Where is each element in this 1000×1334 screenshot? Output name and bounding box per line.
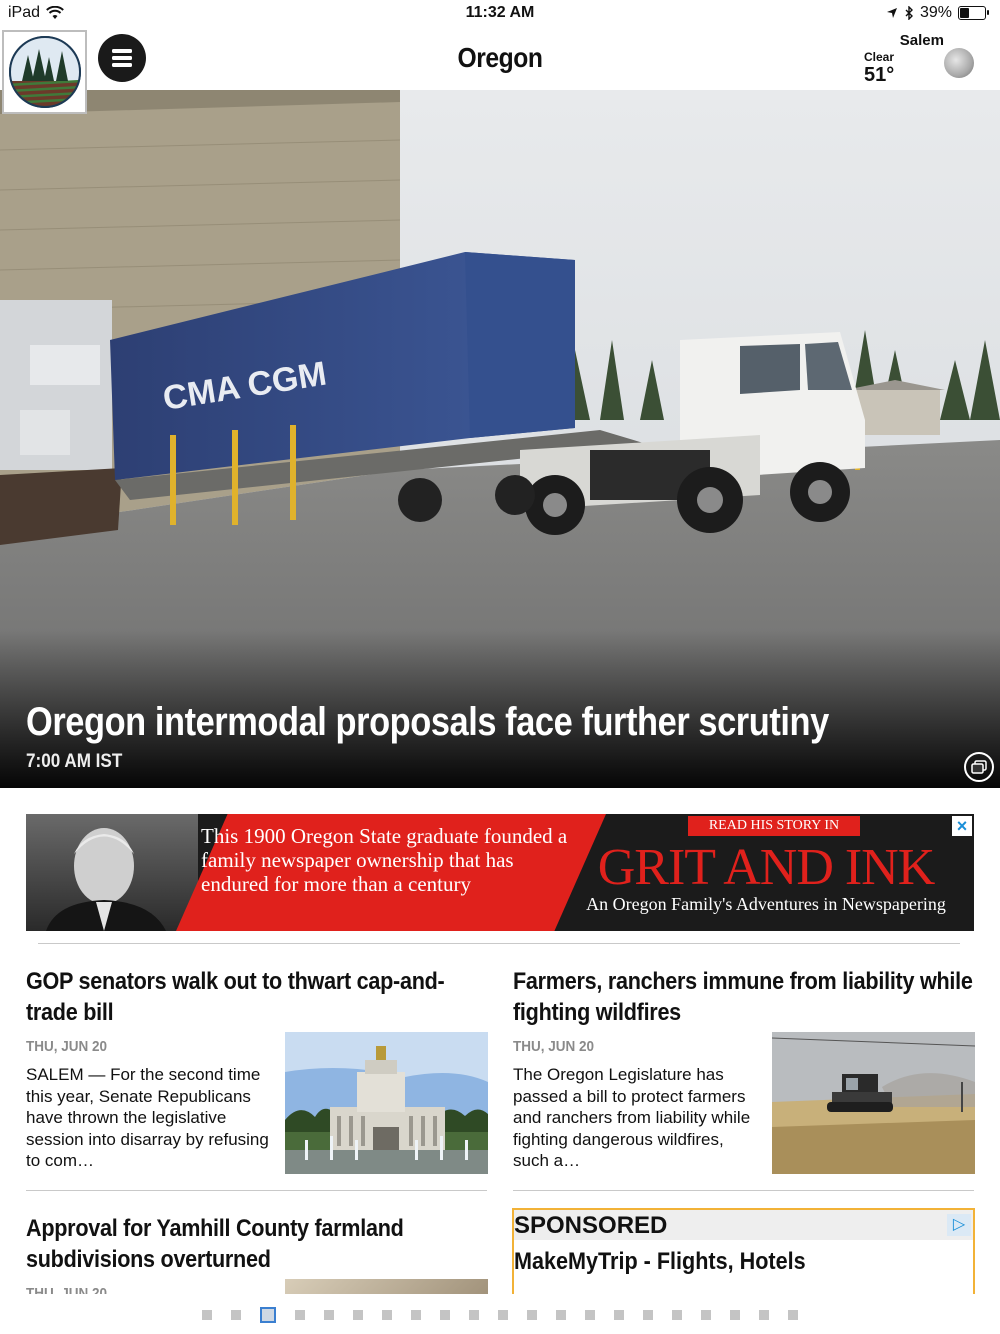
article-thumbnail[interactable] (285, 1032, 488, 1174)
weather-temperature: 51° (864, 64, 895, 86)
tractor-image (772, 1032, 975, 1174)
page-dot[interactable] (759, 1310, 769, 1320)
battery-icon (958, 6, 986, 20)
article-card[interactable] (513, 966, 975, 1176)
article-headline[interactable]: GOP senators walk out to thwart cap-and-trade bill (26, 968, 445, 1026)
sponsored-title[interactable]: MakeMyTrip - Flights, Hotels (514, 1248, 806, 1275)
page-title: Oregon (457, 42, 543, 73)
section-divider (38, 943, 960, 944)
page-dot[interactable] (614, 1310, 624, 1320)
ad-close-icon[interactable]: × (952, 816, 972, 836)
weather-condition: Clear (864, 50, 895, 64)
gallery-button[interactable] (964, 752, 994, 782)
location-icon (886, 7, 898, 19)
article-date: THU, JUN 20 (513, 1038, 595, 1055)
page-indicator[interactable] (0, 1306, 1000, 1324)
ad-blurb: This 1900 Oregon State graduate founded a family newspaper ownership that has endured for more than a century (201, 824, 568, 896)
container-logo-text: CMA CGM (160, 354, 330, 418)
article-divider (513, 1190, 974, 1191)
device-label: iPad (8, 4, 41, 21)
page-dot[interactable] (585, 1310, 595, 1320)
page-dot[interactable] (701, 1310, 711, 1320)
ad-portrait (26, 814, 198, 931)
page-dot[interactable] (353, 1310, 363, 1320)
adchoices-icon[interactable]: ▷ (947, 1214, 971, 1236)
clock: 11:32 AM (465, 4, 535, 21)
top-nav (0, 28, 1000, 90)
article-thumbnail[interactable] (772, 1032, 975, 1174)
ad-banner[interactable] (26, 814, 974, 931)
capitol-image (285, 1032, 488, 1174)
ad-brand: GRIT AND INK (597, 839, 935, 896)
hero-headline[interactable]: Oregon intermodal proposals face further scrutiny (26, 700, 829, 744)
battery-percent: 39% (919, 4, 952, 21)
sponsored-card[interactable] (512, 1208, 975, 1303)
article-summary: SALEM — For the second time this year, Senate Republicans have thrown the legislative session into disarray by refusing to com… (26, 1065, 269, 1170)
article-summary: The Oregon Legislature has passed a bill to protect farmers and ranchers from liability while fighting dangerous wildfires, such a… (513, 1065, 751, 1170)
page-dot[interactable] (411, 1310, 421, 1320)
page-dot[interactable] (231, 1310, 241, 1320)
page-dot[interactable] (527, 1310, 537, 1320)
page-dot[interactable] (498, 1310, 508, 1320)
hero-image (0, 90, 1000, 788)
page-dot[interactable] (556, 1310, 566, 1320)
page-dot[interactable] (202, 1310, 212, 1320)
page-dot[interactable] (469, 1310, 479, 1320)
ad-tagline: An Oregon Family's Adventures in Newspapering (586, 894, 946, 914)
page-dot[interactable] (440, 1310, 450, 1320)
bluetooth-icon (904, 6, 914, 20)
weather-city: Salem (899, 32, 944, 49)
article-headline[interactable]: Approval for Yamhill County farmland subdivisions overturned (26, 1215, 404, 1273)
publication-logo[interactable] (2, 30, 87, 114)
moon-icon (944, 48, 974, 78)
article-card[interactable] (26, 1213, 488, 1303)
status-bar (0, 0, 1000, 28)
page-dot[interactable] (382, 1310, 392, 1320)
page-dot[interactable] (672, 1310, 682, 1320)
page-dot[interactable] (295, 1310, 305, 1320)
gallery-icon (971, 760, 987, 774)
article-divider (26, 1190, 487, 1191)
hero-timestamp: 7:00 AM IST (26, 751, 123, 772)
page-dot[interactable] (643, 1310, 653, 1320)
page-dot[interactable] (324, 1310, 334, 1320)
article-date: THU, JUN 20 (26, 1038, 108, 1055)
portrait-image (26, 814, 198, 931)
article-headline[interactable]: Farmers, ranchers immune from liability while fighting wildfires (513, 968, 973, 1026)
page-dot[interactable] (730, 1310, 740, 1320)
sponsored-label: SPONSORED (514, 1212, 668, 1239)
hero-story[interactable] (0, 90, 1000, 788)
weather-widget[interactable] (864, 32, 974, 86)
ad-kicker: READ HIS STORY IN (688, 816, 860, 836)
page-dot-active[interactable] (260, 1307, 276, 1323)
logo-icon (8, 35, 82, 109)
article-card[interactable] (26, 966, 488, 1176)
page-dot[interactable] (788, 1310, 798, 1320)
